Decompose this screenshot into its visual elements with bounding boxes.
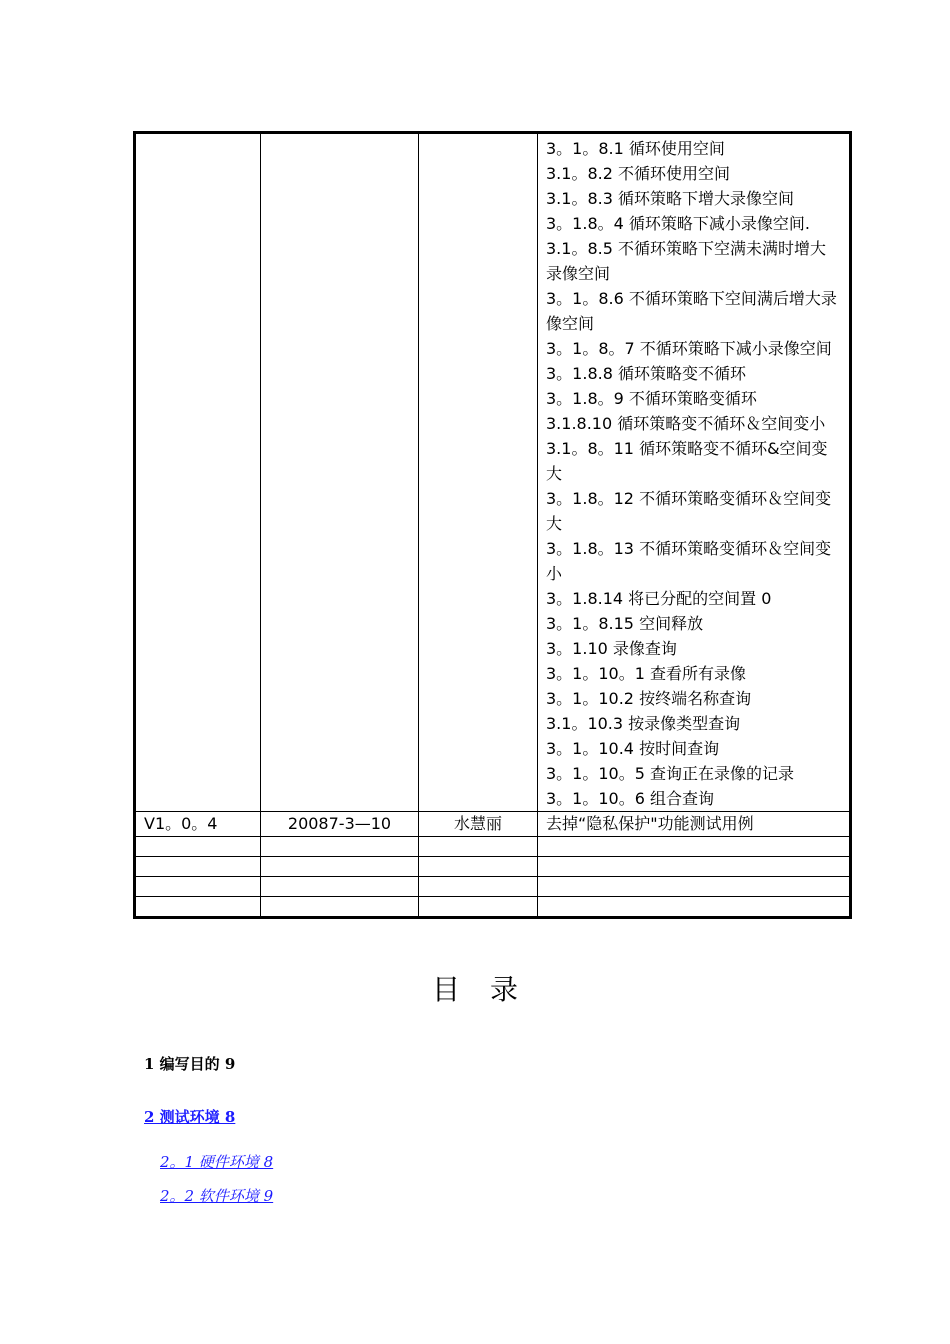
change-item: 3。1。10。6 组合查询 [546,789,714,808]
change-item: 3。1。10。5 查询正在录像的记录 [546,764,794,783]
table-row [135,812,851,837]
table-row [135,877,851,897]
change-item: 3。1.8。13 不循环策略变循环＆空间变小 [546,539,832,583]
change-item: 3。1.8。4 循环策略下减小录像空间. [546,214,810,233]
change-item: 3。1.8。9 不循环策略变循环 [546,389,757,408]
change-item: 3。1。8.1 循环使用空间 [546,139,725,158]
change-item: 3。1。8.6 不循环策略下空间满后增大录像空间 [546,289,837,333]
change-item: 3。1.8.14 将已分配的空间置 0 [546,589,772,608]
change-item: 3.1。8。11 循环策略变不循环&空间变大 [546,439,828,483]
change-item: 3.1。8.2 不循环使用空间 [546,164,730,183]
change-item: 3。1。10.4 按时间查询 [546,739,720,758]
table-row [135,897,851,918]
toc-entry-hardware-environment[interactable]: 2。1 硬件环境 8 [160,1153,274,1171]
description-cell: 去掉“隐私保护"功能测试用例 [538,812,851,837]
toc-entry-software-environment[interactable]: 2。2 软件环境 9 [160,1187,274,1205]
revision-history-table [133,131,852,919]
toc-title: 目录 [431,973,548,1006]
change-item: 3。1。8.15 空间释放 [546,614,704,633]
change-item: 3.1。10.3 按录像类型查询 [546,714,741,733]
change-item: 3.1。8.3 循环策略下增大录像空间 [546,189,794,208]
toc-entry-purpose[interactable]: 1 编写目的 9 [144,1055,236,1073]
table-row [135,133,851,812]
author-cell-empty [419,133,538,812]
change-item: 3。1.8.8 循环策略变不循环 [546,364,746,383]
version-cell-empty [135,133,261,812]
change-item: 3.1。8.5 不循环策略下空满未满时增大录像空间 [546,239,826,283]
change-item: 3。1。10.2 按终端名称查询 [546,689,752,708]
table-row [135,857,851,877]
version-cell: V1。0。4 [135,812,261,837]
table-row [135,837,851,857]
date-cell: 20087-3—10 [261,812,419,837]
toc-entry-test-environment[interactable]: 2 测试环境 8 [144,1108,236,1126]
date-cell-empty [261,133,419,812]
change-item: 3。1.8。12 不循环策略变循环＆空间变大 [546,489,832,533]
change-content-cell [538,133,851,812]
change-item: 3.1.8.10 循环策略变不循环＆空间变小 [546,414,826,433]
change-item: 3。1。8。7 不循环策略下减小录像空间 [546,339,832,358]
change-item: 3。1。10。1 查看所有录像 [546,664,746,683]
change-item: 3。1.10 录像查询 [546,639,677,658]
author-cell: 水慧丽 [419,812,538,837]
